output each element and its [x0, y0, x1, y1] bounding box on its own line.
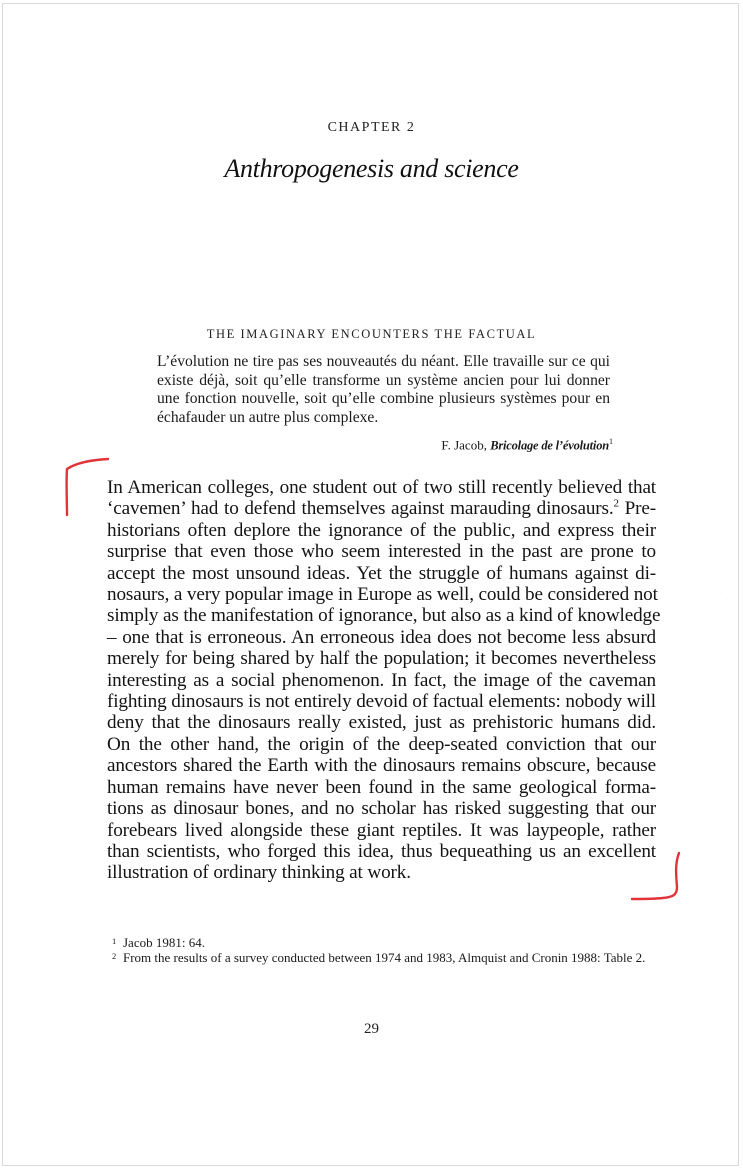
body-line: forebears lived alongside these giant reptiles. It was laypeople, rather — [107, 819, 656, 841]
body-line: ‘cavemen’ had to defend themselves against marauding dinosaurs.$^2$ Pre- — [107, 498, 656, 520]
body-line: simply as the manifestation of ignorance, but also as a kind of knowledge — [107, 605, 661, 627]
footnote-number: 1 — [112, 936, 117, 946]
body-line: human remains have never been found in the same geological forma- — [107, 776, 656, 798]
footnote-ref-2[interactable]: 2 — [613, 498, 619, 511]
body-line: than scientists, who forged this idea, thus bequeathing us an excellent — [107, 840, 656, 862]
epigraph-attribution — [441, 437, 613, 453]
body-line: surprise that even those who seem interested in the past are prone to — [107, 541, 656, 563]
footnote-ref-1[interactable]: 1 — [609, 437, 613, 446]
body-line: historians often deplore the ignorance of the public, and express their — [107, 519, 656, 541]
body-paragraph — [107, 477, 661, 884]
body-line: fighting dinosaurs is not entirely devoid of factual elements: nobody will — [107, 691, 656, 713]
footnote-1 — [112, 936, 657, 951]
chapter-title: Anthropogenesis and science — [224, 154, 519, 183]
footnote-text: From the results of a survey conducted between 1974 and 1983, Almquist and Cronin 1988: Table 2. — [123, 949, 646, 965]
body-line: illustration of ordinary thinking at work. — [107, 862, 411, 884]
faint-margin-marks: · · · · · · · — [726, 548, 728, 610]
body-line: In American colleges, one student out of two still recently believed that — [107, 477, 656, 498]
epigraph-text: L’évolution ne tire pas ses nouveautés du néant. Elle travaille sur ce qui existe déjà, soit qu’elle transforme un système ancien pour lui donner une fonction nouvelle, soit qu’elle combine plusieurs systèmes pour en échafauder un autre plus complexe. — [157, 353, 610, 426]
body-line: On the other hand, the origin of the deep-seated conviction that our — [107, 733, 656, 755]
epigraph-work: Bricolage de l’évolution — [490, 438, 609, 453]
body-line: interesting as a social phenomenon. In fact, the image of the caveman — [107, 669, 656, 691]
page-number: 29 — [364, 1021, 379, 1037]
footnote-2 — [112, 951, 657, 966]
body-line: accept the most unsound ideas. Yet the struggle of humans against di- — [107, 562, 656, 584]
epigraph — [157, 353, 610, 427]
body-line: ancestors shared the Earth with the dinosaurs remains obscure, because — [107, 755, 656, 777]
footnotes — [112, 936, 657, 965]
footnote-text: Jacob 1981: 64. — [123, 935, 205, 950]
body-line: deny that the dinosaurs really existed, just as prehistoric humans did. — [107, 712, 656, 734]
chapter-label: CHAPTER 2 — [327, 120, 416, 135]
epigraph-author: F. Jacob, — [441, 437, 491, 453]
body-line: tions as dinosaur bones, and no scholar has risked suggesting that our — [107, 798, 656, 820]
body-line: nosaurs, a very popular image in Europe as well, could be considered not — [107, 584, 658, 606]
body-line: merely for being shared by half the population; it becomes nevertheless — [107, 648, 656, 670]
body-line: – one that is erroneous. An erroneous idea does not become less absurd — [107, 626, 656, 648]
section-heading: THE IMAGINARY ENCOUNTERS THE FACTUAL — [206, 327, 537, 341]
footnote-number: 2 — [112, 950, 117, 961]
